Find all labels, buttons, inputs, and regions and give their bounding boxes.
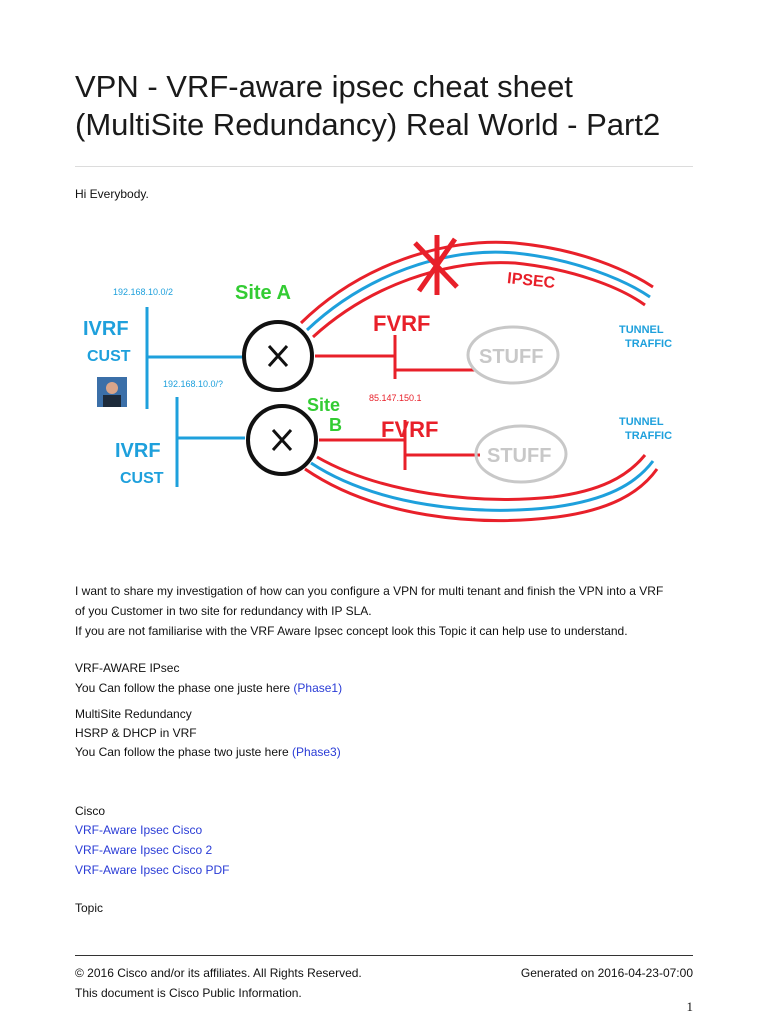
fvrf-label-2: FVRF [381,417,439,442]
cisco-link-1[interactable]: VRF-Aware Ipsec Cisco [75,823,203,837]
section-multisite-heading: MultiSite Redundancy [75,707,192,721]
greeting: Hi Everybody. [75,187,149,201]
subnet-bottom-label: 192.168.10.0/? [163,379,224,389]
copyright-text: © 2016 Cisco and/or its affiliates. All Rights Reserved. [75,966,362,980]
section-vrf-aware-text [75,680,342,696]
stuff-label-1: STUFF [479,346,544,368]
tunnel-arc-bottom-red-inner [317,455,645,499]
cisco-link-2[interactable]: VRF-Aware Ipsec Cisco 2 [75,843,213,857]
site-b-label-1: Site [307,395,341,415]
page-number: 1 [686,999,693,1014]
generated-date: Generated on 2016-04-23-07:00 [520,966,693,980]
wan-ip-label: 85.147.150.1 [369,393,422,403]
cisco-link-3[interactable]: VRF-Aware Ipsec Cisco PDF [75,863,230,877]
router-site-b-x [273,430,291,450]
site-b-label-2: B [329,415,342,435]
cisco-heading: Cisco [75,804,106,818]
fvrf-label-1: FVRF [373,311,431,336]
tunnel-label-1a: TUNNEL [619,324,664,336]
page-title [75,68,715,144]
title-divider [75,166,693,167]
subnet-top-label: 192.168.10.0/2 [113,287,174,297]
phase1-text: You Can follow the phase one juste here [75,681,294,695]
intro-line-2: of you Customer in two site for redundancy with IP SLA. [75,604,372,618]
intro-line-3: If you are not familiarise with the VRF Aware Ipsec concept look this Topic it can help use to understand. [75,624,628,638]
phase1-link[interactable]: (Phase1) [293,681,343,695]
phase3-text: You Can follow the phase two juste here [75,745,293,759]
section-vrf-aware-heading: VRF-AWARE IPsec [75,661,180,675]
tunnel-label-1b: TRAFFIC [625,338,673,350]
intro-line-1: I want to share my investigation of how can you configure a VPN for multi tenant and finish the VPN into a VRF [75,584,664,598]
cust-label-1: CUST [87,348,131,365]
ivrf-label-2: IVRF [115,440,161,462]
phase3-link[interactable]: (Phase3) [292,745,341,759]
stuff-label-2: STUFF [487,445,552,467]
public-info-text: This document is Cisco Public Information. [75,986,302,1000]
tunnel-arc-top-red-inner [313,263,645,337]
ipsec-label: IPSEC [506,270,556,293]
tunnel-label-2a: TUNNEL [619,416,664,428]
cust-label-2: CUST [120,470,164,487]
ivrf-label-1: IVRF [83,318,129,340]
router-site-a-x [269,346,287,366]
title-line-1: VPN - VRF-aware ipsec cheat sheet [75,69,573,104]
section-multisite-sub: HSRP & DHCP in VRF [75,726,197,740]
avatar [97,377,127,407]
site-a-label: Site A [235,282,291,304]
title-line-2: (MultiSite Redundancy) Real World - Part2 [75,107,661,142]
footer-left [75,963,362,1003]
section-multisite-text [75,744,341,760]
topic-heading: Topic [75,901,104,915]
footer-divider [75,955,693,956]
tunnel-label-2b: TRAFFIC [625,430,673,442]
network-diagram [75,225,700,530]
